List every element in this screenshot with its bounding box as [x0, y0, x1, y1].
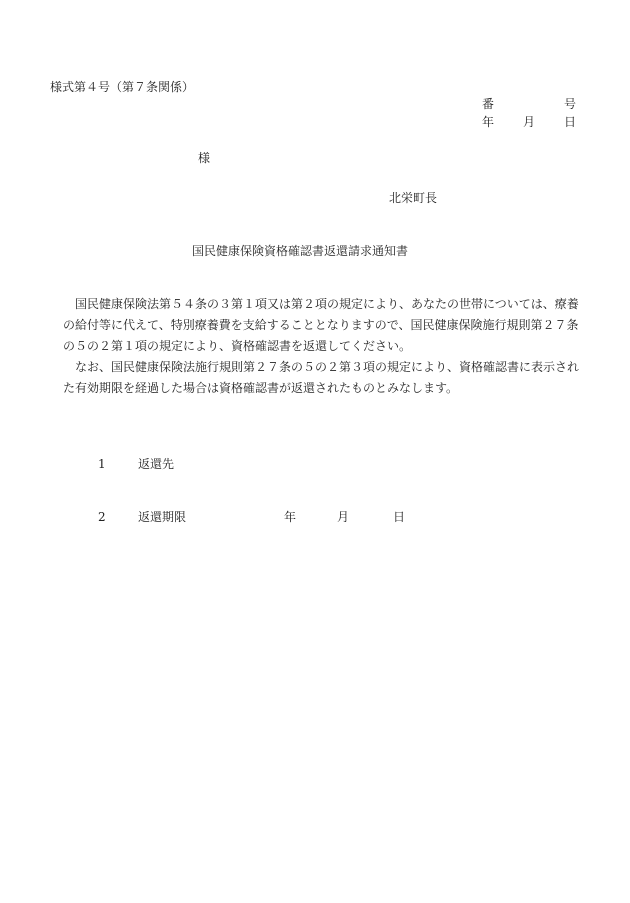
deadline-day: 日 [393, 510, 406, 524]
body-paragraph-2: なお、国民健康保険法施行規則第２７条の５の２第３項の規定により、資格確認書に表示された有効期限を経過した場合は資格確認書が返還されたものとみなします。 [63, 360, 580, 395]
addressee: 様 [198, 151, 211, 165]
form-number: 様式第４号（第７条関係） [50, 80, 195, 94]
date-month: 月 [523, 115, 536, 129]
item-number: 2 [98, 510, 106, 524]
item-label: 返還期限 [138, 510, 187, 524]
issuer: 北栄町長 [389, 191, 438, 205]
number-prefix: 番 [482, 97, 495, 111]
deadline-month: 月 [337, 510, 350, 524]
document-title: 国民健康保険資格確認書返還請求通知書 [192, 244, 409, 258]
body-paragraph-1: 国民健康保険法第５４条の３第１項又は第２項の規定により、あなたの世帯については、療養の給付等に代えて、特別療養費を支給することとなりますので、国民健康保険施行規則第２７条の５の２第１項の規定により、資格確認書を返還してください。 [63, 297, 579, 353]
item-label: 返還先 [138, 457, 175, 471]
date-year: 年 [482, 115, 495, 129]
number-suffix: 号 [564, 97, 577, 111]
deadline-year: 年 [284, 510, 297, 524]
item-number: 1 [98, 457, 106, 471]
date-day: 日 [564, 115, 577, 129]
notice-body [63, 294, 583, 399]
